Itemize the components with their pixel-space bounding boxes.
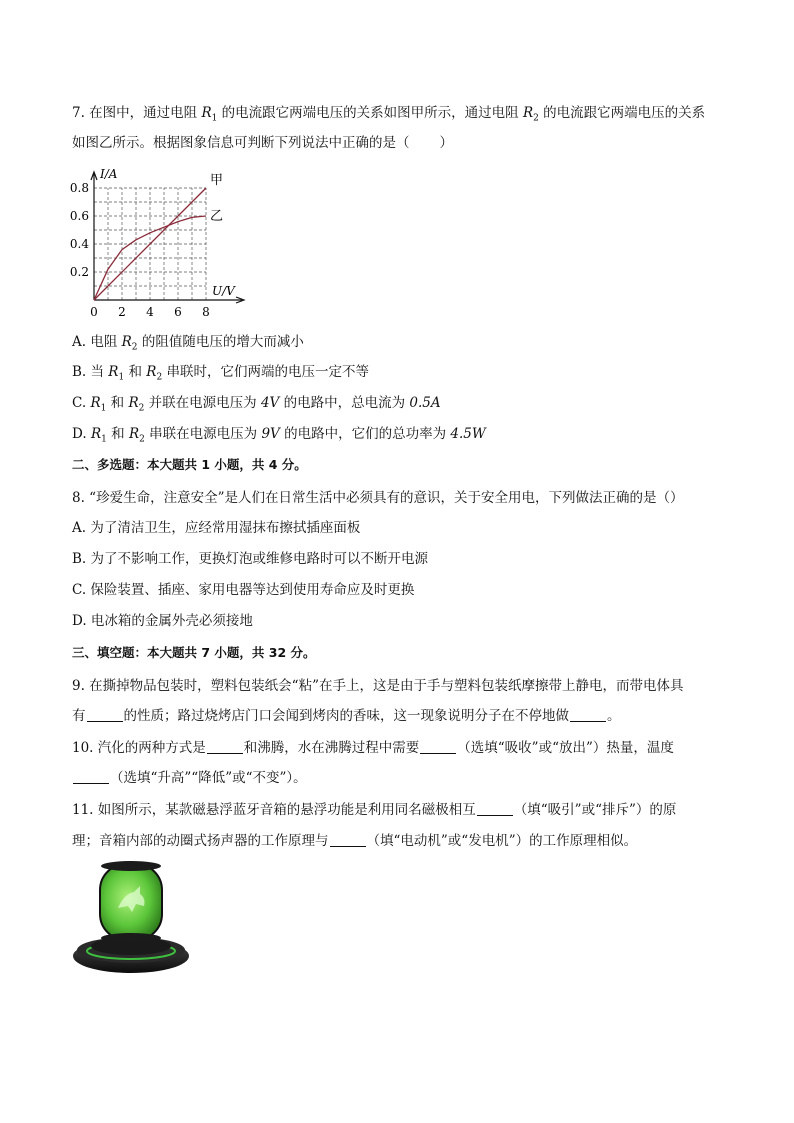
q8-option-d: D. 电冰箱的金属外壳必须接地: [72, 613, 253, 629]
q10-line2: [72, 768, 732, 788]
maglev-speaker-image: [70, 858, 192, 976]
answer-blank[interactable]: [570, 707, 606, 722]
x-tick-label: 4: [146, 305, 154, 319]
r2-subscript: 2: [139, 434, 145, 445]
q11-text: （填“电动机”或“发电机”）的工作原理相似。: [366, 833, 638, 849]
q7-text: 的电流跟它两端电压的关系如图甲所示，通过电阻: [217, 105, 523, 121]
section-2-title: 二、多选题：本大题共 1 小题，共 4 分。: [72, 457, 307, 472]
q8-option-b: B. 为了不影响工作，更换灯泡或维修电路时可以不断开电源: [72, 551, 429, 567]
iu-graph: [60, 166, 250, 320]
y-tick-label: 0.2: [69, 265, 89, 279]
option-text: 串联在电源电压为: [144, 426, 262, 442]
q10-text: 和沸腾，水在沸腾过程中需要: [243, 740, 420, 756]
graph-series: [94, 173, 223, 300]
r2-subscript: 2: [138, 403, 145, 414]
q11-text: （填“吸引”或“排斥”）的原: [513, 802, 677, 818]
q9-line1: 9. 在撕掉物品包装时，塑料包装纸会“粘”在手上，这是由于手与塑料包装纸摩擦带上静电，而带电体具: [72, 678, 684, 694]
r1-subscript: 1: [211, 113, 218, 124]
r2-symbol: R: [128, 395, 139, 411]
option-text: B. 当: [72, 364, 109, 380]
answer-blank[interactable]: [330, 832, 366, 847]
q10-text: （选填“吸收”或“放出”）热量，温度: [457, 740, 674, 756]
q10-text: （选填“升高”“降低”或“不变”）。: [110, 770, 307, 786]
r1-symbol: R: [201, 105, 212, 121]
r1-symbol: R: [108, 364, 119, 380]
answer-blank[interactable]: [420, 739, 456, 754]
series-label: 乙: [210, 209, 224, 224]
r2-symbol: R: [146, 364, 157, 380]
q10-text: 10. 汽化的两种方式是: [72, 740, 206, 756]
q11-text: 11. 如图所示，某款磁悬浮蓝牙音箱的悬浮功能是利用同名磁极相互: [72, 802, 476, 818]
r2-symbol: R: [522, 105, 534, 121]
option-text: D.: [72, 426, 91, 442]
q7-text: 如图乙所示。根据图象信息可判断下列说法中正确的是（: [72, 135, 410, 151]
option-text: 的电路中，总电流为: [279, 395, 410, 411]
r1-symbol: R: [90, 395, 101, 411]
x-tick-label: 8: [202, 305, 210, 319]
answer-blank[interactable]: [207, 739, 243, 754]
r2-subscript: 2: [156, 372, 163, 383]
q7-stem-line2: [72, 133, 732, 153]
q8-option-c: C. 保险装置、插座、家用电器等达到使用寿命应及时更换: [72, 582, 415, 598]
option-text: 和: [106, 426, 129, 442]
r1-symbol: R: [90, 426, 102, 442]
q7-text: ）: [439, 135, 453, 151]
r2-subscript: 2: [533, 113, 539, 124]
q9-line2: [72, 706, 732, 726]
option-text: 串联时，它们两端的电压一定不等: [162, 364, 369, 380]
y-tick-label: 0.8: [69, 181, 89, 195]
q11-text: 理；音箱内部的动圈式扬声器的工作原理与: [72, 833, 329, 849]
q9-text: 。: [607, 708, 621, 724]
answer-blank[interactable]: [477, 801, 513, 816]
option-text: 的阻值随电压的增大而减小: [137, 334, 304, 350]
option-text: 并联在电源电压为: [144, 395, 261, 411]
option-text: A. 电阻: [72, 334, 122, 350]
q7-option-a: [72, 332, 732, 358]
q8-option-a: A. 为了清洁卫生，应经常用湿抹布擦拭插座面板: [72, 520, 361, 536]
voltage-value: 9V: [261, 426, 280, 442]
option-text: 的电路中，它们的总功率为: [279, 426, 451, 442]
y-axis-label: I/A: [100, 167, 118, 181]
x-tick-label: 2: [118, 305, 126, 319]
answer-blank[interactable]: [73, 769, 109, 784]
q7-stem-line1: [72, 103, 732, 129]
x-tick-label: 0: [90, 305, 98, 319]
q10-line1: [72, 738, 732, 758]
option-text: 和: [124, 364, 147, 380]
q7-option-c: [72, 393, 732, 419]
section-3-title: 三、填空题：本大题共 7 小题，共 32 分。: [72, 645, 316, 660]
current-value: 0.5A: [409, 395, 441, 411]
x-tick-label: 6: [174, 305, 182, 319]
power-value: 4.5W: [450, 426, 486, 442]
option-text: C.: [72, 395, 91, 411]
q7-text: 7. 在图中，通过电阻: [72, 105, 202, 121]
x-axis-label: U/V: [212, 284, 235, 298]
y-tick-label: 0.6: [69, 209, 89, 223]
voltage-value: 4V: [260, 395, 280, 411]
option-text: 和: [106, 395, 129, 411]
q8-stem: 8. “珍爱生命，注意安全”是人们在日常生活中必须具有的意识，关于安全用电，下列做法正确的是（）: [72, 490, 684, 506]
r1-subscript: 1: [118, 372, 125, 383]
q11-line2: [72, 831, 732, 851]
q7-text: 的电流跟它两端电压的关系: [538, 105, 706, 121]
r2-subscript: 2: [131, 342, 138, 353]
q7-option-d: [72, 424, 732, 450]
y-tick-label: 0.4: [69, 237, 89, 251]
q9-text: 的性质；路过烧烤店门口会闻到烤肉的香味，这一现象说明分子在不停地做: [123, 708, 569, 724]
q11-line1: [72, 800, 732, 820]
r2-symbol: R: [121, 334, 132, 350]
r1-subscript: 1: [101, 434, 107, 445]
q9-text: 有: [72, 708, 86, 724]
series-label: 甲: [210, 173, 224, 188]
r2-symbol: R: [128, 426, 140, 442]
q7-option-b: [72, 362, 732, 388]
answer-blank[interactable]: [87, 707, 123, 722]
r1-subscript: 1: [100, 403, 107, 414]
